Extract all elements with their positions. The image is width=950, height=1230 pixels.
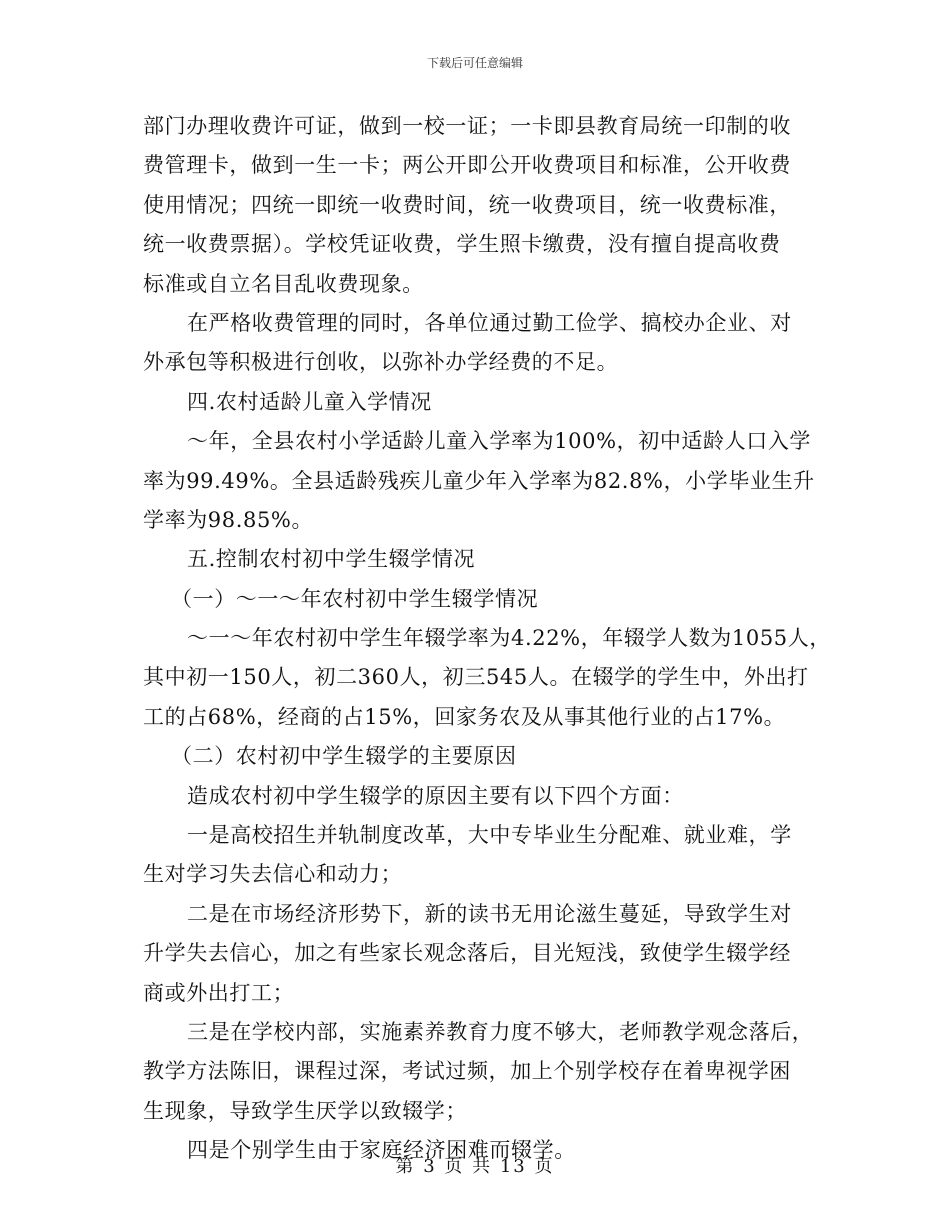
paragraph-line: 外承包等积极进行创收，以弥补办学经费的不足。 [143,350,619,375]
paragraph-line: 部门办理收费许可证，做到一校一证；一卡即县教育局统一印制的收 [143,114,791,138]
paragraph-line: 教学方法陈旧，课程过深，考试过频，加上个别学校存在着卑视学困 [143,1059,791,1084]
section-heading: 五.控制农村初中学生辍学情况 [187,547,476,572]
paragraph-line: 升学失去信心，加之有些家长观念落后，目光短浅，致使学生辍学经 [143,941,791,966]
paragraph-line: 率为99.49%。全县适龄残疾儿童少年入学率为82.8%，小学毕业生升 [143,468,815,493]
paragraph-line: 统一收费票据）。学校凭证收费，学生照卡缴费，没有擅自提高收费 [143,232,781,257]
paragraph-line: 三是在学校内部，实施素养教育力度不够大，老师教学观念落后， [187,1019,814,1044]
paragraph-line: ～年，全县农村小学适龄儿童入学率为100%，初中适龄人口入学 [187,429,812,454]
paragraph-line: 商或外出打工； [143,980,295,1005]
paragraph-line: 二是在市场经济形势下，新的读书无用论滋生蔓延，导致学生对 [187,901,792,926]
page-header: 下载后可任意编辑 [426,56,523,70]
paragraph-line: 学率为98.85%。 [143,507,314,532]
document-body [143,107,831,1171]
paragraph-line: 造成农村初中学生辍学的原因主要有以下四个方面： [187,783,684,808]
paragraph-line: 标准或自立名目乱收费现象。 [143,271,424,296]
subsection-heading: （二）农村初中学生辍学的主要原因 [171,744,517,769]
page-footer: 第 3 页 共 13 页 [395,1156,555,1177]
paragraph-line: 在严格收费管理的同时，各单位通过勤工俭学、搞校办企业、对 [187,310,792,335]
paragraph-line: 一是高校招生并轨制度改革，大中专毕业生分配难、就业难，学 [187,823,792,848]
section-heading: 四.农村适龄儿童入学情况 [187,389,432,414]
paragraph-line: ～一～年农村初中学生年辍学率为4.22%，年辍学人数为1055人， [187,626,831,651]
paragraph-line: 生对学习失去信心和动力； [143,862,403,887]
paragraph-line: 工的占68%，经商的占15%，回家务农及从事其他行业的占17%。 [143,704,786,729]
paragraph-line: 四是个别学生由于家庭经济困难而辍学。 [187,1138,576,1163]
paragraph-line: 使用情况；四统一即统一收费时间，统一收费项目，统一收费标准， [143,192,791,217]
paragraph-line: 生现象，导致学生厌学以致辍学； [143,1098,467,1123]
subsection-heading: （一）～一～年农村初中学生辍学情况 [171,586,539,611]
paragraph-line: 费管理卡，做到一生一卡；两公开即公开收费项目和标准，公开收费 [143,153,791,178]
paragraph-line: 其中初一150人，初二360人，初三545人。在辍学的学生中，外出打 [143,665,809,690]
